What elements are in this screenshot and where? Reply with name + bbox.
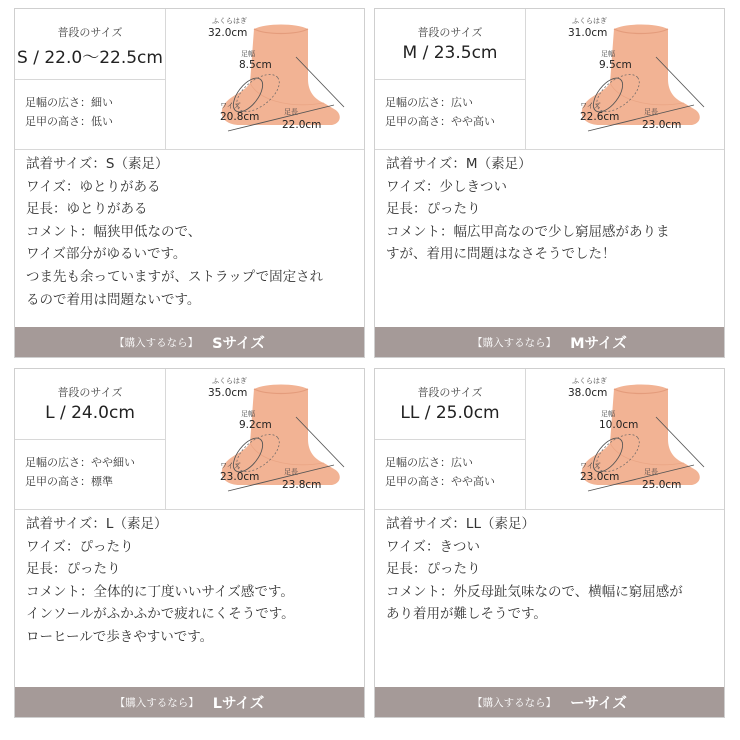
size-review-card	[14, 368, 365, 718]
buy-size: Lサイズ	[212, 695, 265, 712]
comment-line: ワイズ：きつい	[386, 538, 480, 555]
comment-line: インソールがふかふかで疲れにくそうです。	[26, 606, 295, 623]
comment-line: ワイズ：少しきつい	[386, 178, 507, 195]
calf-value: 38.0cm	[568, 387, 608, 399]
usual-size-label: 普段のサイズ	[417, 386, 483, 399]
comment-line: すが、着用に問題はなさそうでした！	[386, 246, 616, 263]
foot-illustration	[526, 369, 724, 509]
card-header	[15, 369, 364, 509]
ankle-label: 足幅	[241, 410, 255, 418]
foot-illustration	[526, 9, 724, 149]
recommended-size-bar	[15, 687, 364, 717]
wise-value: 23.0cm	[220, 471, 260, 483]
instep-height-text: 足甲の高さ：やや高い	[385, 475, 495, 488]
comment-line: コメント：幅狭甲低なので、	[26, 223, 202, 240]
foot-shape-info	[385, 93, 525, 131]
comment-line: 試着サイズ：S（素足）	[26, 156, 169, 172]
usual-size-label: 普段のサイズ	[417, 26, 483, 39]
instep-height-text: 足甲の高さ：標準	[25, 475, 113, 488]
review-comment	[15, 509, 364, 687]
size-info	[15, 9, 166, 149]
wise-value: 20.8cm	[220, 111, 260, 123]
card-header	[15, 9, 364, 149]
size-review-card	[374, 8, 725, 358]
calf-value: 31.0cm	[568, 27, 608, 39]
foot-measurement-diagram	[526, 9, 724, 149]
length-value: 23.8cm	[282, 479, 322, 491]
ankle-value: 10.0cm	[599, 419, 639, 431]
foot-width-text: 足幅の広さ：やや細い	[25, 456, 135, 469]
calf-label: ふくらはぎ	[212, 17, 247, 25]
comment-line: コメント：幅広甲高なので少し窮屈感がありま	[386, 223, 670, 240]
length-value: 23.0cm	[642, 119, 682, 131]
usual-size-value: S / 22.0〜22.5cm	[17, 48, 163, 68]
comment-line: 足長：ゆとりがある	[26, 201, 148, 218]
buy-prefix: 【購入するなら】	[472, 696, 557, 709]
length-label: 足長	[644, 108, 658, 116]
usual-size-box	[375, 9, 525, 80]
foot-width-text: 足幅の広さ：細い	[25, 96, 113, 109]
buy-size: Mサイズ	[570, 335, 627, 352]
usual-size-label: 普段のサイズ	[57, 26, 123, 39]
foot-width-text: 足幅の広さ：広い	[385, 456, 473, 469]
wise-label: ワイズ	[220, 462, 241, 470]
wise-value: 23.0cm	[580, 471, 620, 483]
size-review-card	[14, 8, 365, 358]
calf-label: ふくらはぎ	[572, 377, 607, 385]
size-info	[375, 369, 526, 509]
recommended-size-bar	[375, 687, 724, 717]
wise-value: 22.6cm	[580, 111, 620, 123]
wise-label: ワイズ	[220, 102, 241, 110]
size-info	[15, 369, 166, 509]
instep-height-text: 足甲の高さ：やや高い	[385, 115, 495, 128]
foot-shape-info	[385, 453, 525, 491]
calf-label: ふくらはぎ	[212, 377, 247, 385]
review-comment	[15, 149, 364, 327]
usual-size-value: L / 24.0cm	[45, 403, 135, 423]
foot-shape-info	[25, 93, 165, 131]
foot-illustration	[166, 9, 364, 149]
comment-line: コメント：外反母趾気味なので、横幅に窮屈感が	[386, 583, 683, 600]
comment-line: るので着用は問題ないです。	[26, 291, 201, 308]
buy-prefix: 【購入するなら】	[472, 336, 557, 349]
buy-size: Sサイズ	[212, 335, 265, 352]
comment-line: 足長：ぴったり	[26, 561, 121, 578]
usual-size-box	[15, 9, 165, 80]
usual-size-box	[15, 369, 165, 440]
comment-line: つま先も余っていますが、ストラップで固定され	[26, 268, 324, 285]
instep-height-text: 足甲の高さ：低い	[25, 115, 113, 128]
wise-label: ワイズ	[580, 102, 601, 110]
comment-line: 試着サイズ：M（素足）	[386, 156, 532, 172]
ankle-value: 9.2cm	[239, 419, 272, 431]
usual-size-box	[375, 369, 525, 440]
comment-line: 足長：ぴったり	[386, 201, 481, 218]
foot-illustration	[166, 369, 364, 509]
comment-line: ワイズ：ぴったり	[26, 538, 134, 555]
size-info	[375, 9, 526, 149]
length-label: 足長	[284, 468, 298, 476]
comment-line: 足長：ぴったり	[386, 561, 481, 578]
length-value: 22.0cm	[282, 119, 322, 131]
card-header	[375, 369, 724, 509]
comment-line: ローヒールで歩きやすいです。	[26, 628, 214, 645]
buy-prefix: 【購入するなら】	[114, 336, 199, 349]
foot-measurement-diagram	[526, 369, 724, 509]
foot-measurement-diagram	[166, 9, 364, 149]
comment-line: ワイズ部分がゆるいです。	[26, 246, 187, 263]
usual-size-value: LL / 25.0cm	[400, 403, 500, 423]
buy-size: ーサイズ	[570, 695, 627, 712]
calf-label: ふくらはぎ	[572, 17, 607, 25]
ankle-label: 足幅	[601, 50, 615, 58]
length-label: 足長	[644, 468, 658, 476]
ankle-value: 9.5cm	[599, 59, 632, 71]
buy-prefix: 【購入するなら】	[114, 696, 199, 709]
foot-measurement-diagram	[166, 369, 364, 509]
foot-width-text: 足幅の広さ：広い	[385, 96, 473, 109]
length-label: 足長	[284, 108, 298, 116]
usual-size-label: 普段のサイズ	[57, 386, 123, 399]
ankle-label: 足幅	[601, 410, 615, 418]
review-comment	[375, 509, 724, 687]
comment-line: あり着用が難しそうです。	[386, 606, 547, 623]
comment-line: コメント：全体的に丁度いいサイズ感です。	[26, 583, 294, 600]
usual-size-value: M / 23.5cm	[402, 43, 498, 63]
recommended-size-bar	[375, 327, 724, 357]
comment-line: ワイズ：ゆとりがある	[26, 178, 161, 195]
comment-line: 試着サイズ：L（素足）	[26, 516, 168, 532]
foot-shape-info	[25, 453, 165, 491]
ankle-label: 足幅	[241, 50, 255, 58]
ankle-value: 8.5cm	[239, 59, 272, 71]
calf-value: 35.0cm	[208, 387, 248, 399]
length-value: 25.0cm	[642, 479, 682, 491]
card-header	[375, 9, 724, 149]
review-comment	[375, 149, 724, 327]
calf-value: 32.0cm	[208, 27, 248, 39]
wise-label: ワイズ	[580, 462, 601, 470]
recommended-size-bar	[15, 327, 364, 357]
size-review-card	[374, 368, 725, 718]
comment-line: 試着サイズ：LL（素足）	[386, 516, 535, 532]
